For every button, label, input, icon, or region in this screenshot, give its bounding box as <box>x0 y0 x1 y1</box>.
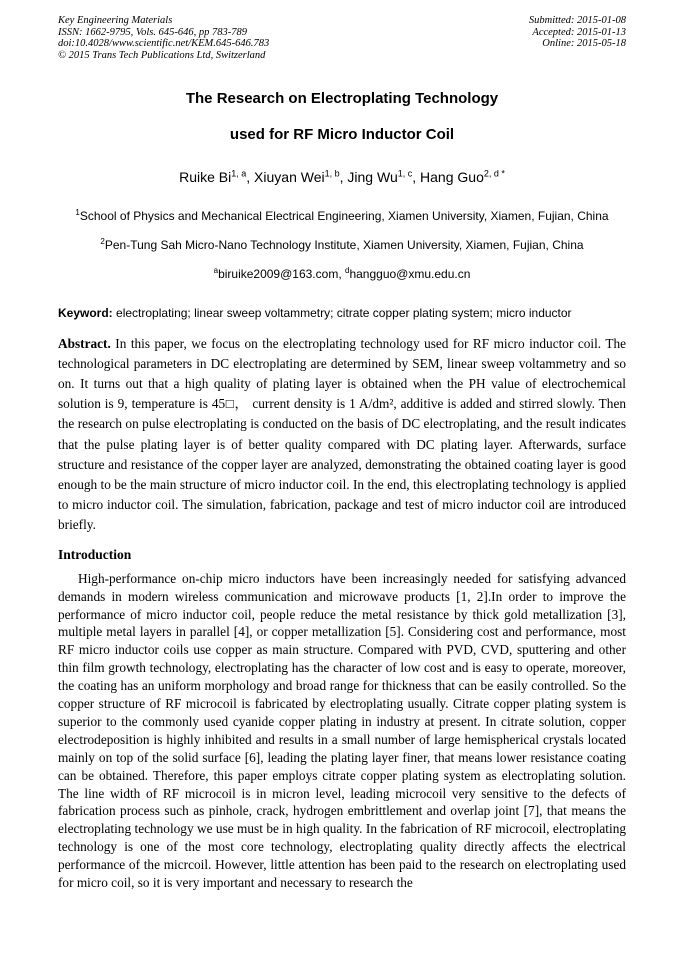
author-3-separator: , <box>412 168 421 185</box>
journal-doi: doi:10.4028/www.scientific.net/KEM.645-646.783 <box>58 38 270 49</box>
email-2-superscript: d <box>345 265 350 275</box>
author-2-name: Xiuyan Wei <box>254 168 325 185</box>
authors-line <box>58 164 626 186</box>
journal-header <box>58 0 626 61</box>
email-1-superscript: a <box>213 265 219 275</box>
author-3 <box>347 169 420 185</box>
online-date: Online: 2015-05-18 <box>542 38 626 49</box>
author-2-superscript: 1, b <box>324 168 340 178</box>
abstract-label: Abstract. <box>58 335 111 351</box>
paper-title-line-1: The Research on Electroplating Technology <box>185 90 499 107</box>
affiliation-2 <box>58 232 626 255</box>
journal-issn: ISSN: 1662-9795, Vols. 645-646, pp 783-789 <box>58 26 247 38</box>
journal-copyright: © 2015 Trans Tech Publications Ltd, Switzerland <box>58 49 266 61</box>
author-4-superscript: 2, d * <box>483 168 505 178</box>
email-1 <box>214 267 345 281</box>
author-1-superscript: 1, a <box>231 168 247 178</box>
emails-line <box>58 261 626 284</box>
author-3-name: Jing Wu <box>347 168 398 185</box>
affiliation-1-text: School of Physics and Mechanical Electrical Engineering, Xiamen University, Xiamen, Fujian, China <box>79 208 609 223</box>
author-1-name: Ruike Bi <box>179 168 232 185</box>
introduction-paragraph: High-performance on-chip micro inductors have been increasingly needed for satisfying advanced demands in modern wireless communication and microwave products [1, 2].In order to improve the performance of micro inductor coil, people reduce the metal resistance by thick gold metallization [3], multiple metal layers in parallel [4], or copper metallization [5]. Considering cost and performance, most RF micro inductor coils use copper as main structure. Compared with PVD, CVD, sputtering and other thin film growth technology, electroplating has the character of low cost and is easy to operate, moreover, the coating has an uniform morphology and broad range for thickness that can be easily controlled. So the copper structure of RF microcoil is fabricated by electroplating usually. Citrate copper plating system is superior to the commonly used cyanide copper plating in industry at present. In citrate solution, copper electrodeposition is highly inhibited and results in a small number of large hemispherical crystals located mainly on top of the solid surface [6], leading the plating layer finer, that means lower resistance coating can be obtained. Therefore, this paper employs citrate copper plating system as electroplating solution. The line width of RF microcoil is in micron level, leading microcoil very sensitive to the defects of fabrication process such as pinhole, crack, hydrogen embrittlement and overlap joint [7], that means the electroplating technology we use must be in high quality. In the fabrication of RF microcoil, electroplating technology is one of the most core technology, electroplating quality directly affects the electrical performance of the micrcoil. However, little attention has been paid to the research on electroplating used for micro coil, so it is very important and necessary to research the <box>58 570 626 891</box>
accepted-date: Accepted: 2015-01-13 <box>532 26 626 38</box>
abstract-text: In this paper, we focus on the electroplating technology used for RF micro inductor coil. The technological parameters in DC electroplating are determined by SEM, linear sweep voltammetry and so on. It turns out that a high quality of plating layer is obtained when the PH value of electrochemical solution is 9, temperature is 45□， current density is 1 A/dm², additive is added and stirred slowly. Then the research on pulse electroplating is conducted on the basis of DC electroplating, and the result indicates that the pulse plating layer is of better quality compared with DC plating layer. Afterwards, surface structure and resistance of the copper layer are analyzed, demonstrating the obtained coating layer is good enough to be the main structure of micro inductor coil. In the end, this electroplating technology is applied to micro inductor coil. The simulation, fabrication, package and test of micro inductor coil are introduced briefly. <box>58 335 626 533</box>
affiliation-1-superscript: 1 <box>75 207 80 217</box>
journal-info <box>58 15 269 61</box>
affiliation-2-superscript: 2 <box>100 236 105 246</box>
affiliation-2-text: Pen-Tung Sah Micro-Nano Technology Institute, Xiamen University, Xiamen, Fujian, China <box>104 237 584 252</box>
abstract-paragraph <box>58 334 626 536</box>
keyword-line <box>58 305 626 321</box>
email-separator: , <box>338 266 345 281</box>
submission-dates <box>529 15 626 61</box>
journal-name: Key Engineering Materials <box>58 15 173 26</box>
email-1-address: biruike2009@163.com <box>218 266 339 281</box>
section-heading-introduction: Introduction <box>58 546 132 562</box>
author-4 <box>420 169 505 185</box>
author-4-name: Hang Guo <box>420 168 484 185</box>
author-3-superscript: 1, c <box>397 168 413 178</box>
author-1-separator: , <box>246 168 255 185</box>
keyword-label: Keyword: <box>58 305 113 320</box>
author-1 <box>179 169 254 185</box>
email-2-address: hangguo@xmu.edu.cn <box>349 266 471 281</box>
keyword-text: electroplating; linear sweep voltammetry; citrate copper plating system; micro inductor <box>116 305 572 320</box>
affiliation-1 <box>58 203 626 226</box>
author-2 <box>254 169 347 185</box>
email-2 <box>345 267 470 281</box>
author-2-separator: , <box>339 168 348 185</box>
submitted-date: Submitted: 2015-01-08 <box>528 15 626 26</box>
paper-title-line-2: used for RF Micro Inductor Coil <box>229 126 455 143</box>
